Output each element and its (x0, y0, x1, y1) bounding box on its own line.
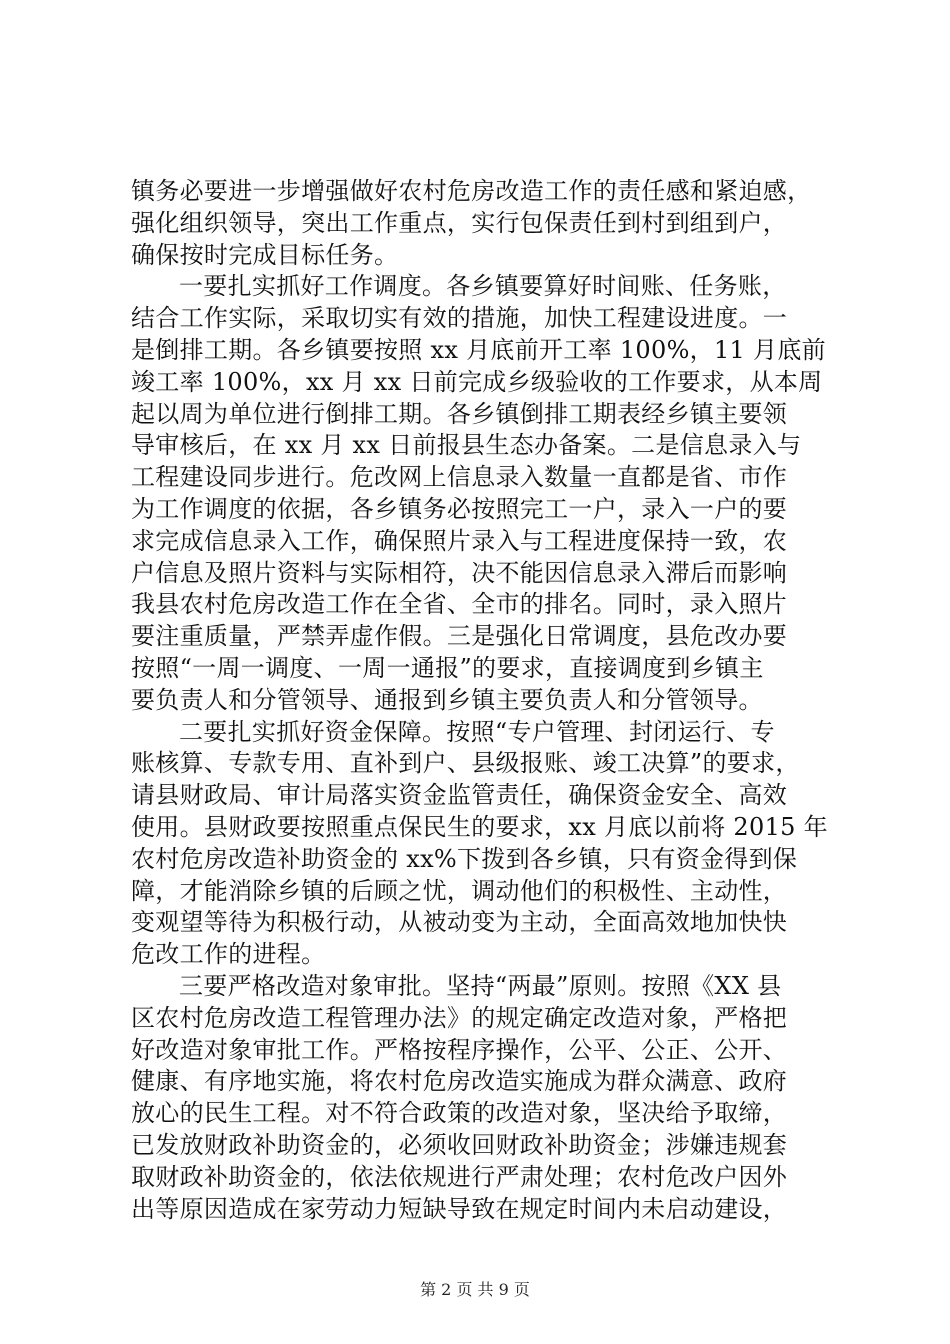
document-body (131, 176, 831, 1225)
text-line: 区农村危房改造工程管理办法》的规定确定改造对象，严格把 (131, 1003, 788, 1032)
page-number-footer: 第 2 页 共 9 页 (420, 1280, 530, 1299)
text-line: 我县农村危房改造工作在全省、全市的排名。同时，录入照片 (131, 590, 788, 619)
text-line: 好改造对象审批工作。严格按程序操作，公平、公正、公开、 (131, 1035, 788, 1064)
text-line: 账核算、专款专用、直补到户、县级报账、竣工决算”的要求， (131, 749, 800, 778)
text-line: 强化组织领导，突出工作重点，实行包保责任到村到组到户， (131, 208, 788, 237)
text-line: 农村危房改造补助资金的 xx%下拨到各乡镇，只有资金得到保 (131, 844, 798, 873)
text-line: 使用。县财政要按照重点保民生的要求，xx 月底以前将 2015 年 (131, 812, 828, 841)
text-line: 已发放财政补助资金的，必须收回财政补助资金；涉嫌违规套 (131, 1130, 788, 1159)
text-line: 要负责人和分管领导、通报到乡镇主要负责人和分管领导。 (131, 685, 763, 714)
text-line: 求完成信息录入工作，确保照片录入与工程进度保持一致，农 (131, 526, 788, 555)
text-line: 要注重质量，严禁弄虚作假。三是强化日常调度，县危改办要 (131, 622, 788, 651)
paragraph-heading-line: 三要严格改造对象审批。坚持“两最”原则。按照《XX 县 (179, 971, 782, 1000)
text-line: 取财政补助资金的，依法依规进行严肃处理；农村危改户因外 (131, 1162, 788, 1191)
paragraph-heading-line: 一要扎实抓好工作调度。各乡镇要算好时间账、任务账， (179, 272, 787, 301)
text-line: 镇务必要进一步增强做好农村危房改造工作的责任感和紧迫感， (131, 177, 812, 205)
text-line: 请县财政局、审计局落实资金监管责任，确保资金安全、高效 (131, 781, 788, 810)
text-line: 出等原因造成在家劳动力短缺导致在规定时间内未启动建设， (131, 1194, 788, 1223)
text-line: 按照“一周一调度、一周一通报”的要求，直接调度到乡镇主 (131, 653, 764, 682)
text-line: 工程建设同步进行。危改网上信息录入数量一直都是省、市作 (131, 463, 788, 492)
text-line: 放心的民生工程。对不符合政策的改造对象，坚决给予取缔， (131, 1099, 788, 1128)
text-line: 障，才能消除乡镇的后顾之忧，调动他们的积极性、主动性， (131, 876, 788, 905)
text-line: 确保按时完成目标任务。 (131, 240, 399, 269)
text-line: 竣工率 100%，xx 月 xx 日前完成乡级验收的工作要求，从本周 (131, 367, 823, 396)
text-line: 危改工作的进程。 (131, 940, 326, 969)
text-line: 为工作调度的依据，各乡镇务必按照完工一户，录入一户的要 (131, 494, 788, 523)
text-line: 健康、有序地实施，将农村危房改造实施成为群众满意、政府 (131, 1067, 788, 1096)
paragraph-heading-line: 二要扎实抓好资金保障。按照“专户管理、封闭运行、专 (179, 717, 775, 746)
text-line: 是倒排工期。各乡镇要按照 xx 月底前开工率 100%，11 月底前 (131, 335, 826, 364)
text-line: 起以周为单位进行倒排工期。各乡镇倒排工期表经乡镇主要领 (131, 399, 788, 428)
text-line: 结合工作实际，采取切实有效的措施，加快工程建设进度。一 (131, 304, 788, 333)
text-line: 变观望等待为积极行动，从被动变为主动，全面高效地加快快 (131, 908, 788, 937)
text-line: 导审核后，在 xx 月 xx 日前报县生态办备案。二是信息录入与 (131, 431, 802, 460)
text-line: 户信息及照片资料与实际相符，决不能因信息录入滞后而影响 (131, 558, 788, 587)
